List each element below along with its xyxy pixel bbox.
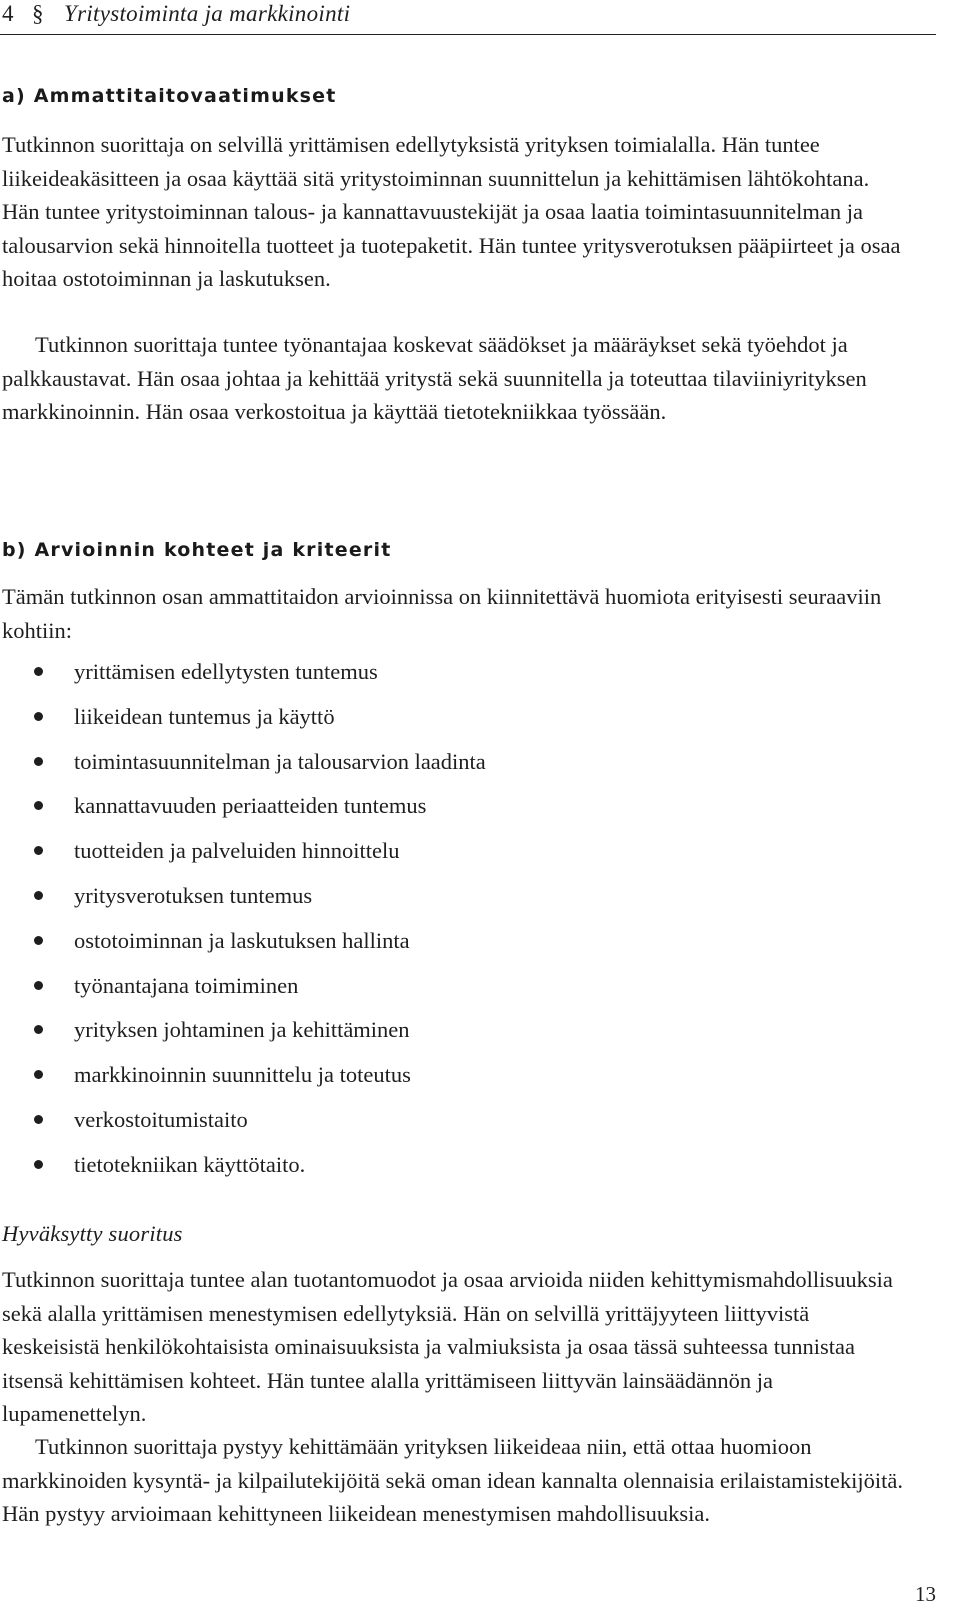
- chapter-title: Yritystoiminta ja markkinointi: [64, 1, 351, 26]
- list-item: [0, 924, 486, 969]
- criteria-list: [0, 655, 486, 1193]
- bullet-icon: [34, 846, 43, 855]
- list-item: [0, 789, 486, 834]
- list-item-text: kannattavuuden periaatteiden tuntemus: [74, 793, 427, 819]
- bullet-icon: [34, 981, 43, 990]
- bullet-icon: [34, 712, 43, 721]
- section-b-intro: Tämän tutkinnon osan ammattitaidon arvioinnissa on kiinnitettävä huomiota erityisesti seuraaviin kohtiin:: [2, 584, 882, 643]
- list-item: [0, 1148, 486, 1193]
- section-symbol: §: [32, 1, 44, 26]
- chapter-number: 4: [2, 1, 14, 26]
- bullet-icon: [34, 891, 43, 900]
- list-item: [0, 700, 486, 745]
- bullet-icon: [34, 1160, 43, 1169]
- list-item-text: toimintasuunnitelman ja talousarvion laadinta: [74, 748, 486, 774]
- list-item: [0, 655, 486, 700]
- list-item-text: tuotteiden ja palveluiden hinnoittelu: [74, 838, 400, 864]
- list-item: [0, 1013, 486, 1058]
- bullet-icon: [34, 936, 43, 945]
- list-item-text: työnantajana toimiminen: [74, 972, 299, 998]
- list-item-text: tietotekniikan käyttötaito.: [74, 1151, 306, 1177]
- list-item: [0, 1103, 486, 1148]
- section-a-heading: a) Ammattitaitovaatimukset: [2, 85, 337, 107]
- bullet-icon: [34, 667, 43, 676]
- bullet-icon: [34, 757, 43, 766]
- list-item-text: markkinoinnin suunnittelu ja toteutus: [74, 1062, 411, 1088]
- page-number: 13: [915, 1582, 936, 1606]
- list-item-text: liikeidean tuntemus ja käyttö: [74, 703, 335, 729]
- bullet-icon: [34, 801, 43, 810]
- running-header: [0, 0, 936, 35]
- accepted-paragraph-2: Tutkinnon suorittaja pystyy kehittämään yrityksen liikeideaa niin, että ottaa huomioon markkinoiden kysyntä- ja kilpailutekijöitä sekä oman idean kannalta olennaisia erilaistamistekijöitä. Hän pystyy arvioimaan kehittyneen liikeidean menestymisen mahdollisuuksia.: [2, 1434, 903, 1526]
- section-b-heading: b) Arvioinnin kohteet ja kriteerit: [2, 539, 392, 561]
- list-item-text: verkostoitumistaito: [74, 1106, 248, 1132]
- bullet-icon: [34, 1115, 43, 1124]
- bullet-icon: [34, 1025, 43, 1034]
- list-item: [0, 1058, 486, 1103]
- list-item-text: ostotoiminnan ja laskutuksen hallinta: [74, 927, 410, 953]
- list-item-text: yrityksen johtaminen ja kehittäminen: [74, 1017, 410, 1043]
- section-a-paragraph-2: Tutkinnon suorittaja tuntee työnantajaa koskevat säädökset ja määräykset sekä työehdot ja palkkaustavat. Hän osaa johtaa ja kehittää yritystä sekä suunnitella ja toteuttaa tilaviiniyrityksen markkinoinnin. Hän osaa verkostoitua ja käyttää tietotekniikkaa työssään.: [2, 332, 867, 424]
- list-item: [0, 879, 486, 924]
- list-item: [0, 834, 486, 879]
- list-item: [0, 969, 486, 1014]
- accepted-performance-subheading: Hyväksytty suoritus: [2, 1221, 183, 1246]
- list-item-text: yritysverotuksen tuntemus: [74, 882, 313, 908]
- accepted-paragraph-1: Tutkinnon suorittaja tuntee alan tuotantomuodot ja osaa arvioida niiden kehittymismahdollisuuksia sekä alalla yrittämisen menestymisen edellytyksiä. Hän on selvillä yrittäjyyteen liittyvistä keskeisistä henkilökohtaisista ominaisuuksista ja valmiuksista ja osaa tässä suhteessa tunnistaa itsensä kehittämisen kohteet. Hän tuntee alalla yrittämiseen liittyvän lainsäädännön ja lupamenettelyn.: [2, 1267, 893, 1426]
- list-item-text: yrittämisen edellytysten tuntemus: [74, 659, 378, 684]
- section-a-paragraph-1: Tutkinnon suorittaja on selvillä yrittämisen edellytyksistä yrityksen toimialalla. Hän tuntee liikeideakäsitteen ja osaa käyttää sitä yritystoiminnan suunnittelun ja kehittämisen lähtökohtana. Hän tuntee yritystoiminnan talous- ja kannattavuustekijät ja osaa laatia toimintasuunnitelman ja talousarvion sekä hinnoitella tuotteet ja tuotepaketit. Hän tuntee yritysverotuksen pääpiirteet ja osaa hoitaa ostotoiminnan ja laskutuksen.: [2, 132, 901, 291]
- bullet-icon: [34, 1070, 43, 1079]
- list-item: [0, 745, 486, 790]
